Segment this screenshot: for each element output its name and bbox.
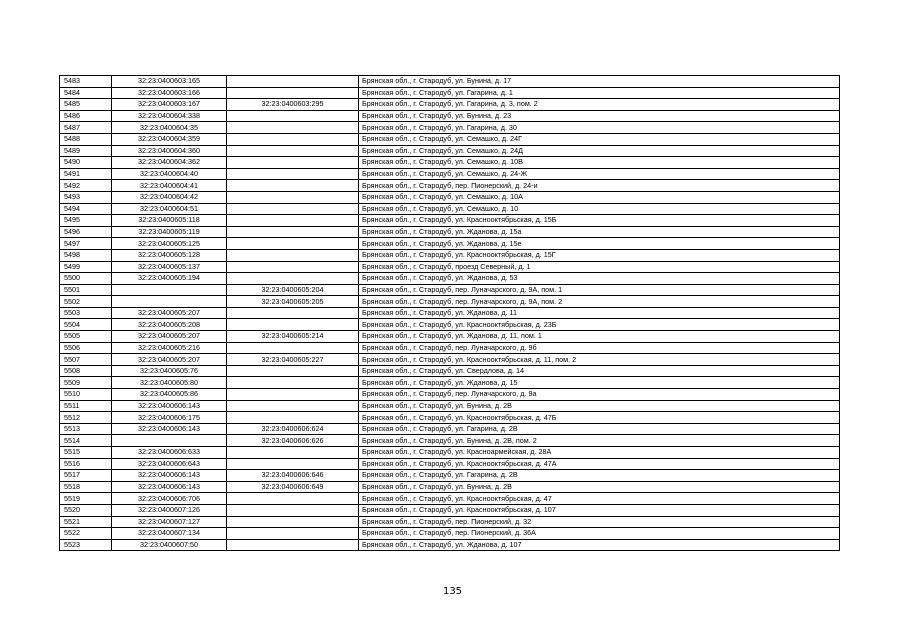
cadastral-number-cell: 32:23:0400604:42 [112,191,227,203]
table-row [60,528,840,540]
cadastral-number-premises-cell [227,493,359,505]
row-number-cell: 5500 [60,273,112,285]
table-row [60,319,840,331]
address-cell: Брянская обл., г. Стародуб, ул. Жданова, д. 11 [359,307,840,319]
cadastral-number-premises-cell: 32:23:0400605:227 [227,354,359,366]
address-cell: Брянская обл., г. Стародуб, ул. Жданова, д. 107 [359,539,840,551]
cadastral-number-premises-cell [227,458,359,470]
table-row [60,168,840,180]
table-row [60,133,840,145]
table-row [60,87,840,99]
cadastral-number-cell: 32:23:0400605:80 [112,377,227,389]
cadastral-number-premises-cell: 32:23:0400606:646 [227,470,359,482]
table-row [60,412,840,424]
cadastral-number-premises-cell [227,412,359,424]
table-row [60,76,840,88]
row-number-cell: 5520 [60,504,112,516]
cadastral-number-cell: 32:23:0400605:194 [112,273,227,285]
address-cell: Брянская обл., г. Стародуб, ул. Семашко, д. 10В [359,157,840,169]
row-number-cell: 5511 [60,400,112,412]
row-number-cell: 5504 [60,319,112,331]
cadastral-number-cell: 32:23:0400604:35 [112,122,227,134]
address-cell: Брянская обл., г. Стародуб, ул. Семашко, д. 24Г [359,133,840,145]
table-row [60,516,840,528]
address-cell: Брянская обл., г. Стародуб, ул. Гагарина, д. 30 [359,122,840,134]
cadastral-number-cell: 32:23:0400604:338 [112,110,227,122]
cadastral-number-premises-cell [227,215,359,227]
page-number: 135 [442,586,463,597]
cadastral-number-cell [112,296,227,308]
cadastral-number-premises-cell [227,226,359,238]
address-cell: Брянская обл., г. Стародуб, ул. Жданова, д. 15 [359,377,840,389]
cadastral-number-premises-cell [227,180,359,192]
row-number-cell: 5486 [60,110,112,122]
cadastral-number-cell: 32:23:0400605:125 [112,238,227,250]
row-number-cell: 5497 [60,238,112,250]
cadastral-number-cell: 32:23:0400603:166 [112,87,227,99]
row-number-cell: 5502 [60,296,112,308]
cadastral-number-premises-cell [227,307,359,319]
cadastral-number-cell: 32:23:0400605:76 [112,365,227,377]
cadastral-number-premises-cell [227,238,359,250]
address-cell: Брянская обл., г. Стародуб, ул. Бунина, д. 2В [359,481,840,493]
cadastral-number-cell: 32:23:0400605:137 [112,261,227,273]
address-cell: Брянская обл., г. Стародуб, ул. Свердлова, д. 14 [359,365,840,377]
address-cell: Брянская обл., г. Стародуб, пер. Луначарского, д. 9А, пом. 1 [359,284,840,296]
cadastral-number-cell: 32:23:0400605:119 [112,226,227,238]
table-row [60,354,840,366]
cadastral-number-cell: 32:23:0400605:208 [112,319,227,331]
cadastral-number-premises-cell: 32:23:0400606:626 [227,435,359,447]
address-cell: Брянская обл., г. Стародуб, ул. Бунина, д. 23 [359,110,840,122]
cadastral-number-premises-cell [227,191,359,203]
cadastral-number-cell: 32:23:0400605:128 [112,249,227,261]
cadastral-number-cell: 32:23:0400604:41 [112,180,227,192]
row-number-cell: 5491 [60,168,112,180]
address-cell: Брянская обл., г. Стародуб, ул. Гагарина, д. 2В [359,423,840,435]
row-number-cell: 5513 [60,423,112,435]
address-cell: Брянская обл., г. Стародуб, пер. Пионерский, д. 32 [359,516,840,528]
row-number-cell: 5518 [60,481,112,493]
table-row [60,447,840,459]
cadastral-number-cell: 32:23:0400606:143 [112,423,227,435]
row-number-cell: 5512 [60,412,112,424]
cadastral-number-cell: 32:23:0400603:165 [112,76,227,88]
cadastral-number-premises-cell [227,110,359,122]
row-number-cell: 5521 [60,516,112,528]
cadastral-number-cell: 32:23:0400607:134 [112,528,227,540]
cadastral-number-cell: 32:23:0400606:143 [112,400,227,412]
row-number-cell: 5519 [60,493,112,505]
cadastral-number-premises-cell: 32:23:0400606:649 [227,481,359,493]
row-number-cell: 5483 [60,76,112,88]
cadastral-number-premises-cell: 32:23:0400603:295 [227,99,359,111]
row-number-cell: 5506 [60,342,112,354]
address-cell: Брянская обл., г. Стародуб, ул. Краснооктябрьская, д. 15Г [359,249,840,261]
cadastral-number-cell: 32:23:0400604:362 [112,157,227,169]
table-body [60,76,840,551]
table-row [60,307,840,319]
cadastral-number-cell: 32:23:0400605:207 [112,307,227,319]
cadastral-number-cell: 32:23:0400604:51 [112,203,227,215]
cadastral-number-cell: 32:23:0400606:143 [112,470,227,482]
table-row [60,504,840,516]
table-row [60,180,840,192]
address-cell: Брянская обл., г. Стародуб, ул. Краснооктябрьская, д. 11, пом. 2 [359,354,840,366]
cadastral-number-premises-cell: 32:23:0400606:624 [227,423,359,435]
cadastral-number-cell: 32:23:0400606:706 [112,493,227,505]
cadastral-number-cell [112,435,227,447]
cadastral-number-premises-cell [227,249,359,261]
cadastral-number-cell: 32:23:0400604:359 [112,133,227,145]
table-row [60,481,840,493]
cadastral-number-premises-cell [227,389,359,401]
table-row [60,331,840,343]
cadastral-number-premises-cell [227,342,359,354]
address-cell: Брянская обл., г. Стародуб, ул. Краснооктябрьская, д. 15Б [359,215,840,227]
cadastral-number-cell: 32:23:0400606:143 [112,481,227,493]
cadastral-number-premises-cell [227,539,359,551]
address-cell: Брянская обл., г. Стародуб, ул. Краснооктябрьская, д. 47 [359,493,840,505]
address-cell: Брянская обл., г. Стародуб, ул. Семашко, д. 24Д [359,145,840,157]
row-number-cell: 5495 [60,215,112,227]
row-number-cell: 5490 [60,157,112,169]
cadastral-number-cell: 32:23:0400605:216 [112,342,227,354]
address-cell: Брянская обл., г. Стародуб, ул. Жданова, д. 15а [359,226,840,238]
cadastral-number-premises-cell [227,400,359,412]
row-number-cell: 5499 [60,261,112,273]
address-cell: Брянская обл., г. Стародуб, пер. Луначарского, д. 9а [359,389,840,401]
cadastral-number-premises-cell [227,365,359,377]
cadastral-number-premises-cell [227,76,359,88]
cadastral-number-cell: 32:23:0400605:207 [112,354,227,366]
cadastral-number-cell: 32:23:0400606:643 [112,458,227,470]
cadastral-number-cell: 32:23:0400607:50 [112,539,227,551]
address-cell: Брянская обл., г. Стародуб, пер. Луначарского, д. 9б [359,342,840,354]
cadastral-number-premises-cell [227,133,359,145]
row-number-cell: 5496 [60,226,112,238]
row-number-cell: 5517 [60,470,112,482]
cadastral-number-premises-cell [227,273,359,285]
table-row [60,539,840,551]
cadastral-number-cell: 32:23:0400604:40 [112,168,227,180]
cadastral-number-premises-cell [227,122,359,134]
cadastral-number-premises-cell [227,261,359,273]
table-row [60,238,840,250]
cadastral-number-premises-cell: 32:23:0400605:214 [227,331,359,343]
cadastral-number-premises-cell: 32:23:0400605:205 [227,296,359,308]
cadastral-number-cell: 32:23:0400606:175 [112,412,227,424]
row-number-cell: 5514 [60,435,112,447]
address-cell: Брянская обл., г. Стародуб, ул. Бунина, д. 2В [359,400,840,412]
row-number-cell: 5516 [60,458,112,470]
cadastral-number-premises-cell [227,87,359,99]
row-number-cell: 5501 [60,284,112,296]
table-row [60,261,840,273]
row-number-cell: 5522 [60,528,112,540]
table-row [60,400,840,412]
row-number-cell: 5508 [60,365,112,377]
table-row [60,389,840,401]
row-number-cell: 5523 [60,539,112,551]
cadastral-number-premises-cell [227,203,359,215]
address-cell: Брянская обл., г. Стародуб, ул. Гагарина, д. 3, пом. 2 [359,99,840,111]
table-row [60,122,840,134]
address-cell: Брянская обл., г. Стародуб, ул. Краснооктябрьская, д. 47А [359,458,840,470]
row-number-cell: 5515 [60,447,112,459]
address-cell: Брянская обл., г. Стародуб, ул. Красноармейская, д. 28А [359,447,840,459]
row-number-cell: 5494 [60,203,112,215]
cadastral-number-premises-cell: 32:23:0400605:204 [227,284,359,296]
cadastral-number-cell: 32:23:0400604:360 [112,145,227,157]
address-cell: Брянская обл., г. Стародуб, ул. Жданова, д. 53 [359,273,840,285]
table-row [60,157,840,169]
cadastral-number-premises-cell [227,447,359,459]
address-cell: Брянская обл., г. Стародуб, ул. Семашко, д. 10 [359,203,840,215]
address-cell: Брянская обл., г. Стародуб, пер. Пионерский, д. 36А [359,528,840,540]
address-cell: Брянская обл., г. Стародуб, пер. Пионерский, д. 24-и [359,180,840,192]
row-number-cell: 5489 [60,145,112,157]
cadastral-number-cell: 32:23:0400607:127 [112,516,227,528]
row-number-cell: 5503 [60,307,112,319]
table-row [60,470,840,482]
row-number-cell: 5493 [60,191,112,203]
table-row [60,365,840,377]
cadastral-number-cell: 32:23:0400605:118 [112,215,227,227]
row-number-cell: 5485 [60,99,112,111]
table-row [60,273,840,285]
table-row [60,215,840,227]
table-row [60,458,840,470]
cadastral-number-cell: 32:23:0400603:167 [112,99,227,111]
cadastral-number-premises-cell [227,145,359,157]
table-row [60,377,840,389]
address-cell: Брянская обл., г. Стародуб, ул. Краснооктябрьская, д. 47Б [359,412,840,424]
row-number-cell: 5484 [60,87,112,99]
row-number-cell: 5510 [60,389,112,401]
row-number-cell: 5509 [60,377,112,389]
address-cell: Брянская обл., г. Стародуб, ул. Жданова, д. 15е [359,238,840,250]
row-number-cell: 5498 [60,249,112,261]
table-row [60,435,840,447]
cadastral-number-cell: 32:23:0400606:633 [112,447,227,459]
cadastral-number-premises-cell [227,168,359,180]
cadastral-number-premises-cell [227,319,359,331]
address-cell: Брянская обл., г. Стародуб, ул. Бунина, д. 2В, пом. 2 [359,435,840,447]
cadastral-number-premises-cell [227,516,359,528]
row-number-cell: 5488 [60,133,112,145]
cadastral-number-cell: 32:23:0400605:86 [112,389,227,401]
cadastral-number-cell [112,284,227,296]
address-cell: Брянская обл., г. Стародуб, ул. Семашко, д. 10А [359,191,840,203]
row-number-cell: 5505 [60,331,112,343]
table-row [60,493,840,505]
table-row [60,191,840,203]
table-row [60,99,840,111]
cadastral-number-cell: 32:23:0400607:126 [112,504,227,516]
cadastral-number-premises-cell [227,528,359,540]
property-table [59,75,840,551]
table-row [60,203,840,215]
address-cell: Брянская обл., г. Стародуб, ул. Гагарина, д. 1 [359,87,840,99]
address-cell: Брянская обл., г. Стародуб, проезд Северный, д. 1 [359,261,840,273]
table-row [60,342,840,354]
address-cell: Брянская обл., г. Стародуб, ул. Краснооктябрьская, д. 107 [359,504,840,516]
address-cell: Брянская обл., г. Стародуб, ул. Гагарина, д. 2В [359,470,840,482]
cadastral-number-premises-cell [227,157,359,169]
address-cell: Брянская обл., г. Стародуб, ул. Краснооктябрьская, д. 23Б [359,319,840,331]
row-number-cell: 5492 [60,180,112,192]
table-row [60,110,840,122]
cadastral-number-cell: 32:23:0400605:207 [112,331,227,343]
address-cell: Брянская обл., г. Стародуб, ул. Жданова, д. 11, пом. 1 [359,331,840,343]
row-number-cell: 5487 [60,122,112,134]
table-row [60,145,840,157]
table-row [60,296,840,308]
table-row [60,249,840,261]
address-cell: Брянская обл., г. Стародуб, ул. Семашко, д. 24-Ж [359,168,840,180]
cadastral-number-premises-cell [227,504,359,516]
address-cell: Брянская обл., г. Стародуб, пер. Луначарского, д. 9А, пом. 2 [359,296,840,308]
table-row [60,284,840,296]
table-row [60,226,840,238]
cadastral-number-premises-cell [227,377,359,389]
table-row [60,423,840,435]
address-cell: Брянская обл., г. Стародуб, ул. Бунина, д. 17 [359,76,840,88]
row-number-cell: 5507 [60,354,112,366]
